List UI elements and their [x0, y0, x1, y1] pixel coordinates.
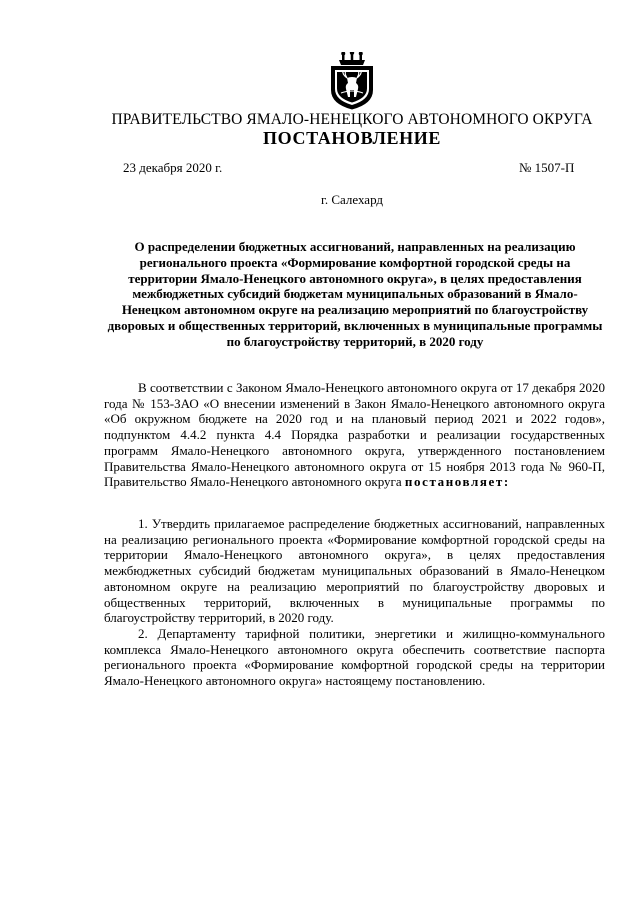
document-number: № 1507-П — [519, 160, 575, 175]
clause-paragraph: 1. Утвердить прилагаемое распределение бюджетных ассигнований, направленных на реализацию регионального проекта «Формирование комфортной городской среды на территории Ямало-Ненецкого автономного округа», в целях предоставления межбюджетных субсидий бюджетам муниципальных образований в Ямало-Ненецком автономном округе на реализацию мероприятий по благоустройству дворовых и общественных территорий, включенных в муниципальные программы по благоустройству территорий, в 2020 году. — [104, 516, 605, 626]
government-title: ПРАВИТЕЛЬСТВО ЯМАЛО-НЕНЕЦКОГО АВТОНОМНОГО ОКРУГА — [111, 111, 593, 128]
document-date: 23 декабря 2020 г. — [123, 160, 223, 175]
coat-of-arms-icon — [330, 52, 374, 110]
document-subject: О распределении бюджетных ассигнований, направленных на реализацию регионального проекта «Формирование комфортной городской среды на территории Ямало-Ненецкого автономного округа», в целях предоставления межбюджетных субсидий бюджетам муниципальных образований в Ямало-Ненецком автономном округе на реализацию мероприятий по благоустройству дворовых и общественных территорий, включенных в муниципальные программы по благоустройству территорий, в 2020 году — [107, 239, 603, 349]
clause-paragraph: 2. Департаменту тарифной политики, энергетики и жилищно-коммунального комплекса Ямало-Ненецкого автономного округа обеспечить соответствие паспорта регионального проекта «Формирование комфортной городской среды на территории Ямало-Ненецкого автономного округа» настоящему постановлению. — [104, 625, 605, 689]
document-type: ПОСТАНОВЛЕНИЕ — [263, 128, 441, 148]
document-city: г. Салехард — [320, 192, 384, 207]
preamble-text: В соответствии с Законом Ямало-Ненецкого автономного округа от 17 декабря 2020 года № 153-ЗАО «О внесении изменений в Закон Ямало-Ненецкого автономного округа «Об окружном бюджете на 2020 год и на плановый период 2021 и 2022 годов», подпунктом 4.4.2 пункта 4.4 Порядка разработки и реализации государственных программ Ямало-Ненецкого автономного округа, утвержденного постановлением Правительства Ямало-Ненецкого автономного округа от 15 ноября 2013 года № 960-П, Правительство Ямало-Ненецкого автономного округа — [104, 380, 605, 490]
clauses-section — [104, 516, 605, 689]
preamble-emphasis: постановляет: — [404, 474, 510, 490]
preamble-paragraph — [104, 380, 605, 490]
